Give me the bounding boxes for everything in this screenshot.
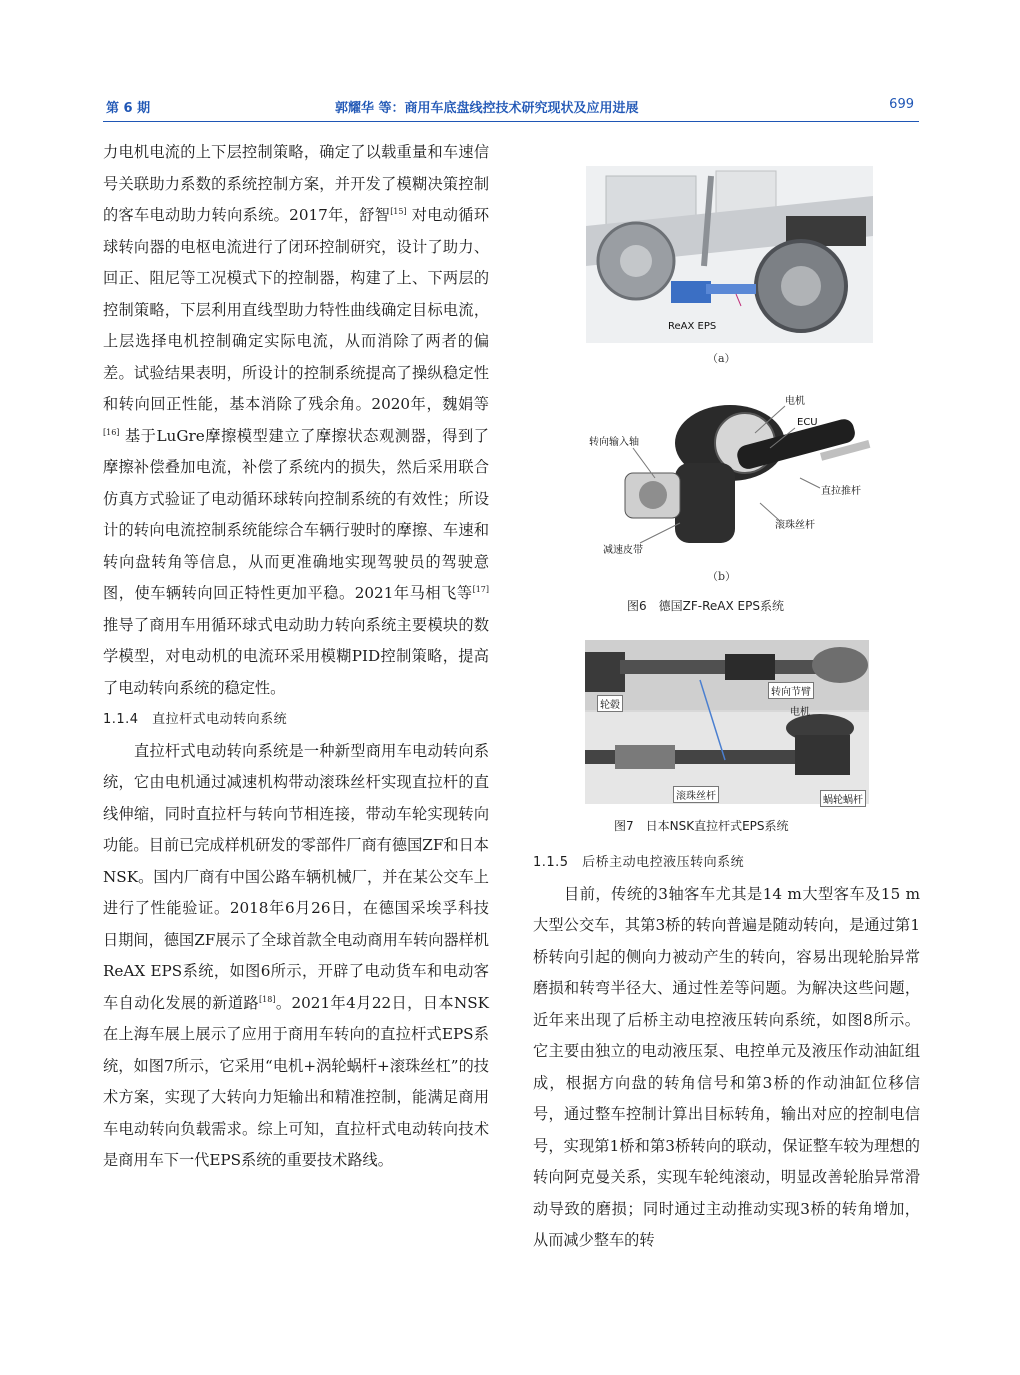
paragraph: 直拉杆式电动转向系统是一种新型商用车电动转向系统，它由电机通过减速机构带动滚珠丝杆实现直拉杆的直线伸缩，同时直拉杆与转向节相连接，带动车轮实现转向功能。目前已完成样机研发的零部件厂商有德国ZF和日本NSK。国内厂商有中国公路车辆机械厂，并在某公交车上进行了性能验证。2018年6月26日，在德国采埃孚科技日期间，德国ZF展示了全球首款全电动商用车转向器样机ReAX EPS系统，如图6所示，开辟了电动货车和电动客车自动化发展的新道路[18]。2021年4月22日，日本NSK在上海车展上展示了应用于商用车转向的直拉杆式EPS系统，如图7所示，它采用“电机+涡轮蜗杆+滚珠丝杠”的技术方案，实现了大转向力矩输出和精准控制，能满足商用车电动转向负载需求。综上可知，直拉杆式电动转向技术是商用车下一代EPS系统的重要技术路线。 (103, 741, 490, 1169)
nsk-ball-screw-label: 滚珠丝杆 (673, 786, 719, 803)
figure-7-image (585, 640, 869, 804)
nsk-eps-illustration (585, 640, 869, 804)
motor-label: 电机 (785, 396, 805, 407)
ball-screw-label: 滚珠丝杆 (775, 520, 815, 531)
section-heading-1-1-4: 1.1.4 直拉杆式电动转向系统 (103, 712, 288, 727)
nsk-motor-label: 电机 (790, 707, 810, 718)
section-heading-1-1-5: 1.1.5 后桥主动电控液压转向系统 (533, 855, 745, 870)
figure-6a-image (586, 166, 873, 343)
page-number: 699 (889, 97, 914, 112)
subfigure-label-b: （b） (707, 570, 737, 583)
right-column (533, 847, 920, 1257)
figure-7-caption: 图7 日本NSK直拉杆式EPS系统 (614, 819, 789, 833)
knuckle-arm-label: 转向节臂 (768, 682, 814, 699)
header-rule (103, 121, 919, 122)
reax-eps-unit-illustration (585, 388, 880, 560)
tie-rod-label: 直拉推杆 (821, 486, 861, 497)
running-header (103, 97, 918, 121)
hub-label: 轮毂 (597, 695, 623, 712)
citation: [18] (259, 994, 276, 1004)
left-column (103, 137, 489, 1177)
ecu-label: ECU (797, 417, 818, 428)
citation: [16] (103, 427, 120, 437)
paragraph: 力电机电流的上下层控制策略，确定了以载重量和车速信号关联助力系数的系统控制方案，并开发了模糊决策控制的客车电动助力转向系统。2017年，舒智[15] 对电动循环球转向器的电枢电流进行了闭环控制研究，设计了助力、回正、阻尼等工况模式下的控制器，构建了上、下两层的控制策略，下层利用直线型助力特性曲线确定目标电流，上层选择电机控制确定实际电流，从而消除了两者的偏差。试验结果表明，所设计的控制系统提高了操纵稳定性和转向回正性能，基本消除了残余角。2020年，魏娟等[16] 基于LuGre摩擦模型建立了摩擦状态观测器，得到了摩擦补偿叠加电流，补偿了系统内的损失，然后采用联合仿真方式验证了电动循环球转向控制系统的有效性；所设计的转向电流控制系统能综合车辆行驶时的摩擦、车速和转向盘转角等信息，从而更准确地实现驾驶员的驾驶意图，使车辆转向回正特性更加平稳。2021年马相飞等[17] 推导了商用车用循环球式电动助力转向系统主要模块的数学模型，对电动机的电流环采用模糊PID控制策略，提高了电动转向系统的稳定性。 (103, 143, 490, 697)
worm-gear-label: 蜗轮蜗杆 (820, 790, 866, 807)
reax-eps-label: ReAX EPS (668, 321, 717, 332)
figure-6b-image (585, 388, 880, 560)
citation: [17] (472, 585, 489, 594)
running-title: 郭耀华 等：商用车底盘线控技术研究现状及应用进展 (335, 101, 639, 116)
subfigure-label-a: （a） (707, 352, 736, 365)
citation: [15] (390, 207, 407, 216)
belt-label: 减速皮带 (603, 545, 643, 556)
figure-6-caption: 图6 德国ZF-ReAX EPS系统 (627, 599, 784, 613)
issue-number: 第 6 期 (106, 101, 151, 116)
input-shaft-label: 转向输入轴 (589, 437, 639, 448)
paragraph: 目前，传统的3轴客车尤其是14 m大型客车及15 m大型公交车，其第3桥的转向普遍是随动转向，是通过第1桥转向引起的侧向力被动产生的转向，容易出现轮胎异常磨损和转弯半径大、通过性差等问题。为解决这些问题，近年来出现了后桥主动电控液压转向系统，如图8所示。它主要由独立的电动液压泵、电控单元及液压作动油缸组成，根据方向盘的转角信号和第3桥的作动油缸位移信号，通过整车控制计算出目标转角，输出对应的控制电信号，实现第1桥和第3桥转向的联动，保证整车较为理想的转向阿克曼关系，实现车轮纯滚动，明显改善轮胎异常滑动导致的磨损；同时通过主动推动实现3桥的转角增加，从而减少整车的转 (533, 884, 920, 1249)
bus-chassis-illustration (586, 166, 873, 343)
